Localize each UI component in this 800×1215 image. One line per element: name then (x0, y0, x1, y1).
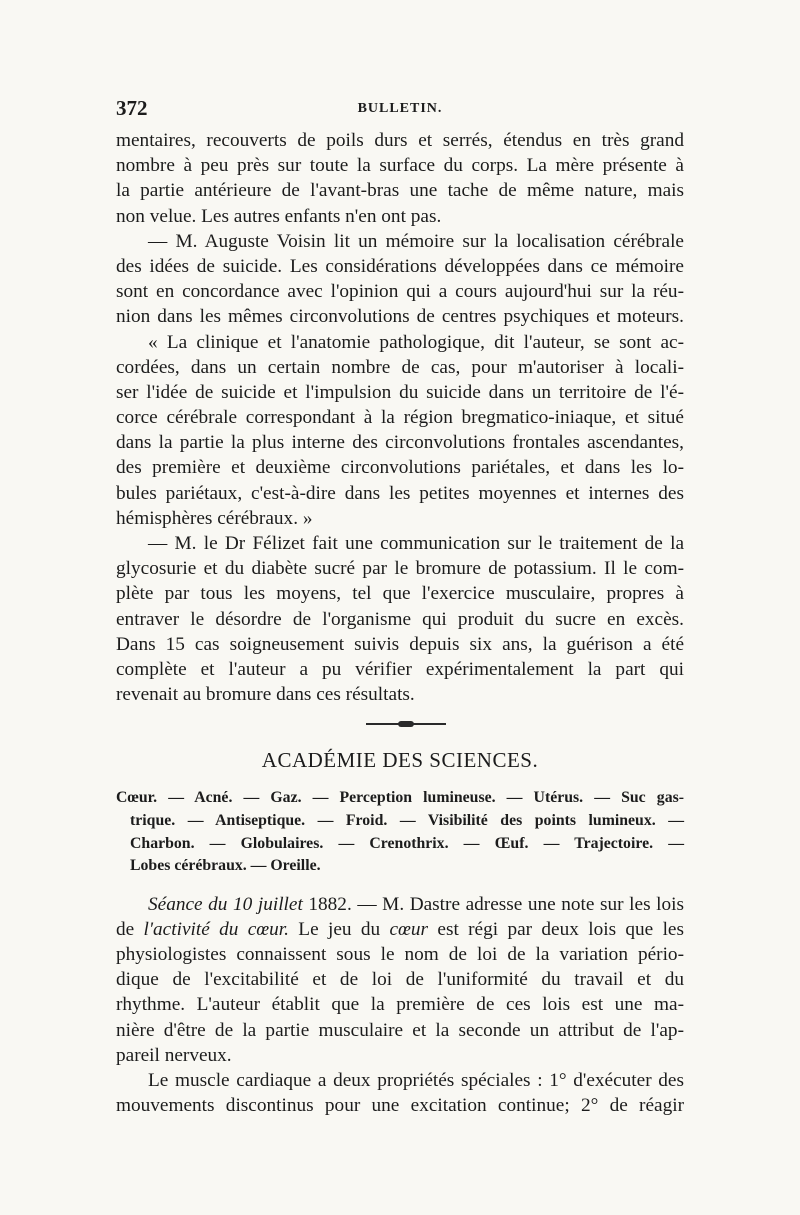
text-line: nion dans les mêmes circonvolutions de centres psychiques et moteurs. (116, 306, 684, 328)
text-line: nière d'être de la partie musculaire et la seconde un attribut de l'ap- (116, 1019, 684, 1041)
text-line: complète et l'auteur a pu vérifier expérimentalement la part qui (116, 658, 684, 680)
italic-phrase: l'activité du cœur. (143, 918, 289, 940)
text-line: hémisphères cérébraux. » (116, 507, 313, 529)
text-line: rhythme. L'auteur établit que la première de ces lois est une ma- (116, 994, 684, 1016)
section-summary (116, 787, 684, 877)
text-line: glycosurie et du diabète sucré par le bromure de potassium. Il le com- (116, 558, 684, 580)
section-divider (116, 707, 684, 739)
text-line: — M. Auguste Voisin lit un mémoire sur la localisation cérébrale (148, 230, 684, 252)
text-line: sont en concordance avec l'opinion qui a cours aujourd'hui sur la réu- (116, 281, 684, 303)
text-span: de (116, 918, 144, 940)
text-span: 1882. — M. Dastre adresse une note sur les lois (302, 893, 684, 915)
text-span: est régi par deux lois que les (428, 918, 684, 940)
text-line: nombre à peu près sur toute la surface du corps. La mère présente à (116, 155, 684, 177)
paragraph-continued-description (116, 128, 684, 229)
text-line: « La clinique et l'anatomie pathologique, dit l'auteur, se sont ac- (148, 331, 684, 353)
summary-line: Charbon. — Globulaires. — Crenothrix. — Œuf. — Trajectoire. — (130, 834, 684, 852)
summary-line: trique. — Antiseptique. — Froid. — Visibilité des points lumineux. — (130, 811, 684, 829)
text-line: bules pariétaux, c'est-à-dire dans les petites moyennes et internes des (116, 482, 684, 504)
paragraph-seance (116, 892, 684, 1068)
text-line: dans la partie la plus interne des circonvolutions frontales ascendantes, (116, 432, 684, 454)
paragraph-voisin (116, 229, 684, 330)
text-line: des première et deuxième circonvolutions pariétales, et dans les lo- (116, 457, 684, 479)
text-line: corce cérébrale correspondant à la région bregmatico-iniaque, et situé (116, 407, 684, 429)
session-date: Séance du 10 juillet (148, 893, 303, 915)
text-line: physiologistes connaissent sous le nom de loi de la variation pério- (116, 944, 684, 966)
section-title: ACADÉMIE DES SCIENCES. (261, 748, 539, 773)
text-line: des idées de suicide. Les considérations développées dans ce mémoire (116, 255, 684, 277)
running-title: BULLETIN. (357, 101, 443, 116)
text-line: la partie antérieure de l'avant-bras une tache de même nature, mais (116, 180, 684, 202)
text-line: plète par tous les moyens, tel que l'exercice musculaire, propres à (116, 583, 684, 605)
text-line: revenait au bromure dans ces résultats. (116, 684, 415, 706)
summary-line: Cœur. — Acné. — Gaz. — Perception lumineuse. — Utérus. — Suc gas- (116, 789, 684, 807)
page-header (116, 96, 684, 122)
text-line: ser l'idée de suicide et l'impulsion du suicide dans un territoire de l'é- (116, 381, 684, 403)
text-line: Dans 15 cas soigneusement suivis depuis six ans, la guérison a été (116, 633, 684, 655)
text-line: cordées, dans un certain nombre de cas, pour m'autoriser à locali- (116, 356, 684, 378)
text-line: dique de l'excitabilité et de loi de l'uniformité du travail et du (116, 969, 684, 991)
text-line: non velue. Les autres enfants n'en ont pas. (116, 205, 442, 227)
text-line: mouvements discontinus pour une excitation continue; 2° de réagir (116, 1095, 684, 1117)
text-line: entraver le désordre de l'organisme qui produit du sucre en excès. (116, 608, 684, 630)
text-line (116, 892, 684, 917)
divider-ornament (366, 723, 446, 725)
text-line: Le muscle cardiaque a deux propriétés spéciales : 1° d'exécuter des (148, 1070, 684, 1091)
paragraph-felizet (116, 531, 684, 707)
text-line: mentaires, recouverts de poils durs et serrés, étendus en très grand (116, 130, 684, 151)
italic-word: cœur (389, 918, 429, 940)
text-line: pareil nerveux. (116, 1044, 232, 1066)
text-line: — M. le Dr Félizet fait une communication sur le traitement de la (148, 533, 684, 554)
paragraph-muscle (116, 1068, 684, 1118)
text-line (116, 917, 684, 942)
text-span: Le jeu du (288, 918, 390, 940)
page-number: 372 (116, 96, 148, 120)
body-text (116, 128, 684, 1118)
summary-line: Lobes cérébraux. — Oreille. (130, 857, 321, 875)
paragraph-quotation (116, 330, 684, 532)
